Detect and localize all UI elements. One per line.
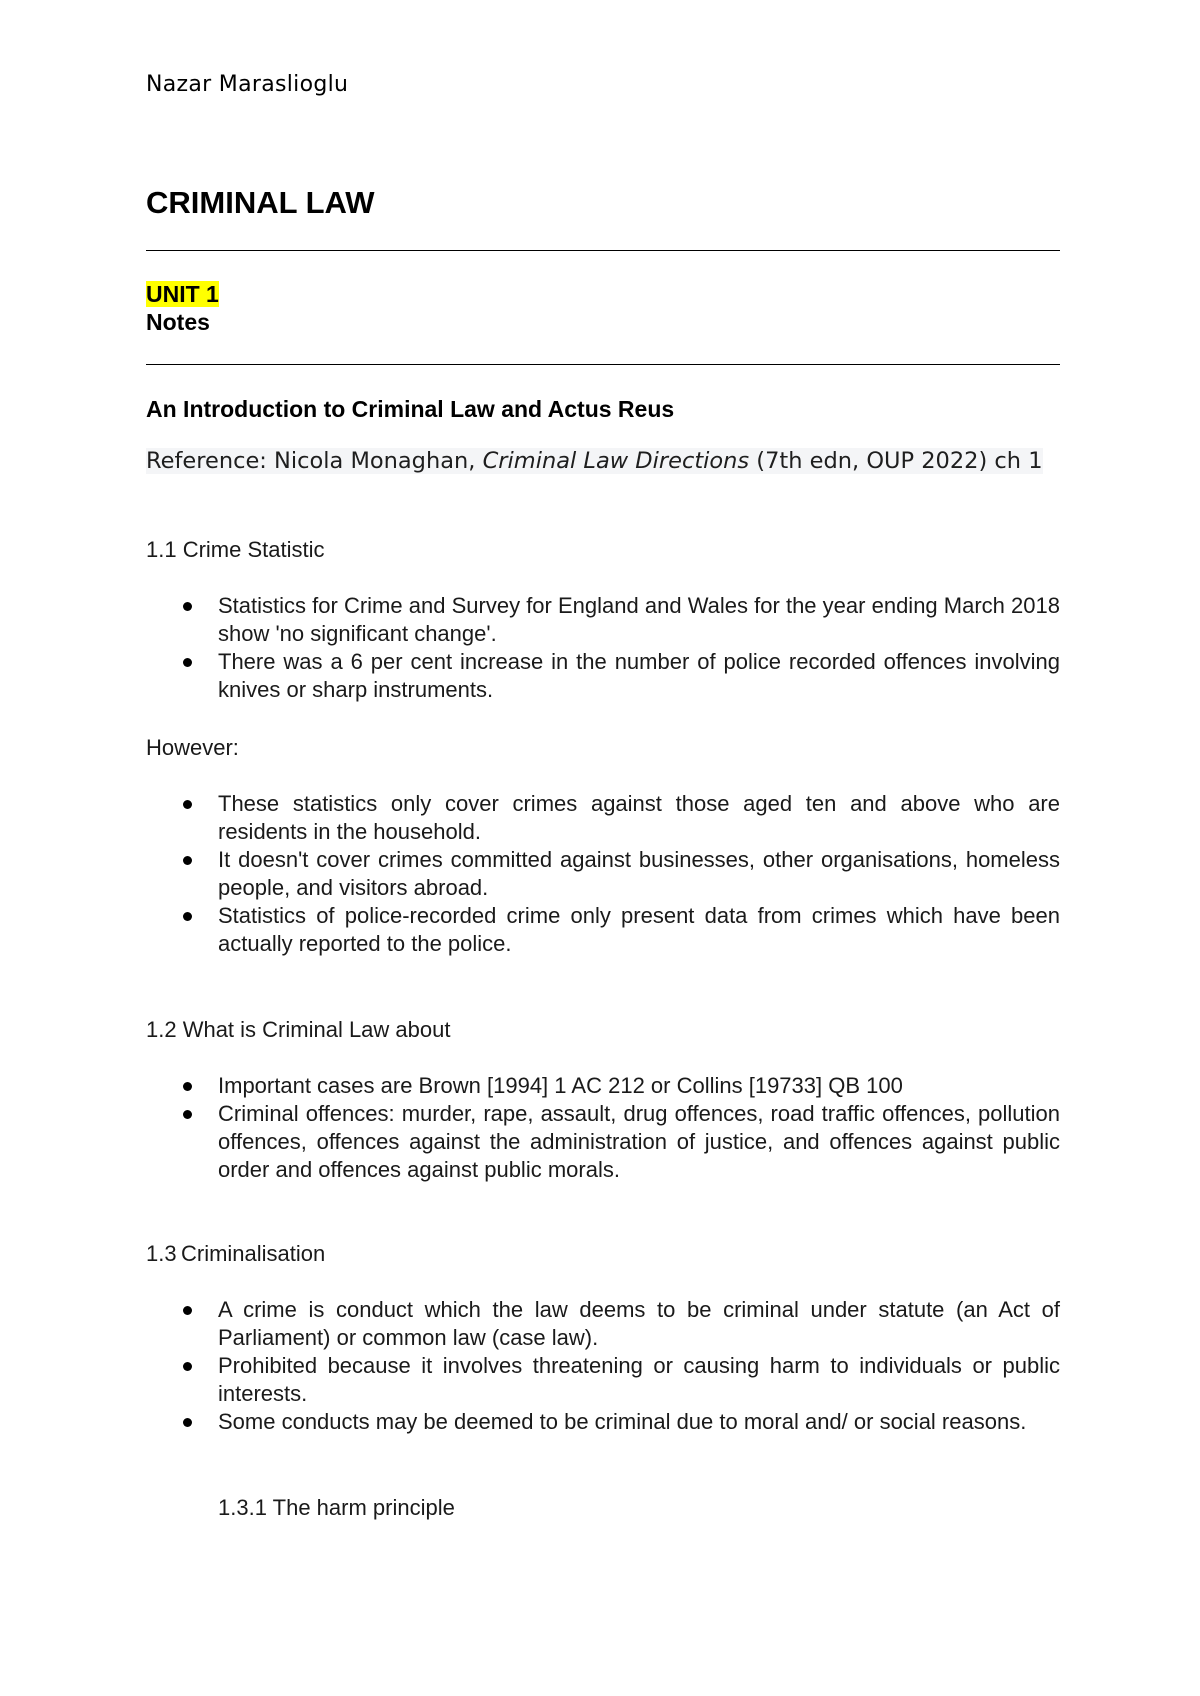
list-item: Prohibited because it involves threatening or causing harm to individuals or public interests. xyxy=(178,1352,1060,1408)
unit-sublabel: Notes xyxy=(146,309,210,335)
section-title: An Introduction to Criminal Law and Actus Reus xyxy=(146,396,675,422)
list-item: Statistics of police-recorded crime only present data from crimes which have been actually reported to the police. xyxy=(178,902,1060,958)
subheading-1-3-1: 1.3.1 The harm principle xyxy=(218,1495,455,1520)
reference-prefix: Reference: Nicola Monaghan, xyxy=(146,448,483,474)
bullet-icon xyxy=(183,1110,192,1119)
bullet-icon xyxy=(183,1362,192,1371)
horizontal-rule-top xyxy=(146,250,1060,251)
unit-block xyxy=(146,280,219,336)
bullet-icon xyxy=(183,856,192,865)
list-item: These statistics only cover crimes against those aged ten and above who are residents in the household. xyxy=(178,790,1060,846)
unit-label: UNIT 1 xyxy=(146,281,219,307)
heading-1-3: 1.3 Criminalisation xyxy=(146,1241,326,1266)
list-item: Important cases are Brown [1994] 1 AC 212 or Collins [19733] QB 100 xyxy=(178,1072,1060,1100)
however-label: However: xyxy=(146,735,239,760)
reference-book-title: Criminal Law Directions xyxy=(482,448,750,474)
bullet-icon xyxy=(183,912,192,921)
list-1-1-however xyxy=(178,790,1060,958)
author-name: Nazar Maraslioglu xyxy=(146,72,349,97)
list-item: Statistics for Crime and Survey for England and Wales for the year ending March 2018 show 'no significant change'. xyxy=(178,592,1060,648)
reference-suffix: (7th edn, OUP 2022) ch 1 xyxy=(749,448,1043,474)
bullet-icon xyxy=(183,602,192,611)
reference-line xyxy=(146,446,1062,476)
list-item: Criminal offences: murder, rape, assault, drug offences, road traffic offences, pollution offences, offences against the administration of justice, and offences against public order and offences against public morals. xyxy=(178,1100,1060,1184)
heading-1-1: 1.1 Crime Statistic xyxy=(146,537,325,562)
list-1-2 xyxy=(178,1072,1060,1184)
bullet-icon xyxy=(183,800,192,809)
list-1-1 xyxy=(178,592,1060,704)
horizontal-rule-bottom xyxy=(146,364,1060,365)
document-title: CRIMINAL LAW xyxy=(146,185,375,220)
bullet-icon xyxy=(183,658,192,667)
list-1-3 xyxy=(178,1296,1060,1436)
heading-1-2: 1.2 What is Criminal Law about xyxy=(146,1017,451,1042)
bullet-icon xyxy=(183,1306,192,1315)
list-item: It doesn't cover crimes committed against businesses, other organisations, homeless people, and visitors abroad. xyxy=(178,846,1060,902)
list-item: A crime is conduct which the law deems to be criminal under statute (an Act of Parliament) or common law (case law). xyxy=(178,1296,1060,1352)
list-item: There was a 6 per cent increase in the number of police recorded offences involving knives or sharp instruments. xyxy=(178,648,1060,704)
list-item: Some conducts may be deemed to be criminal due to moral and/ or social reasons. xyxy=(178,1408,1060,1436)
bullet-icon xyxy=(183,1418,192,1427)
bullet-icon xyxy=(183,1082,192,1091)
